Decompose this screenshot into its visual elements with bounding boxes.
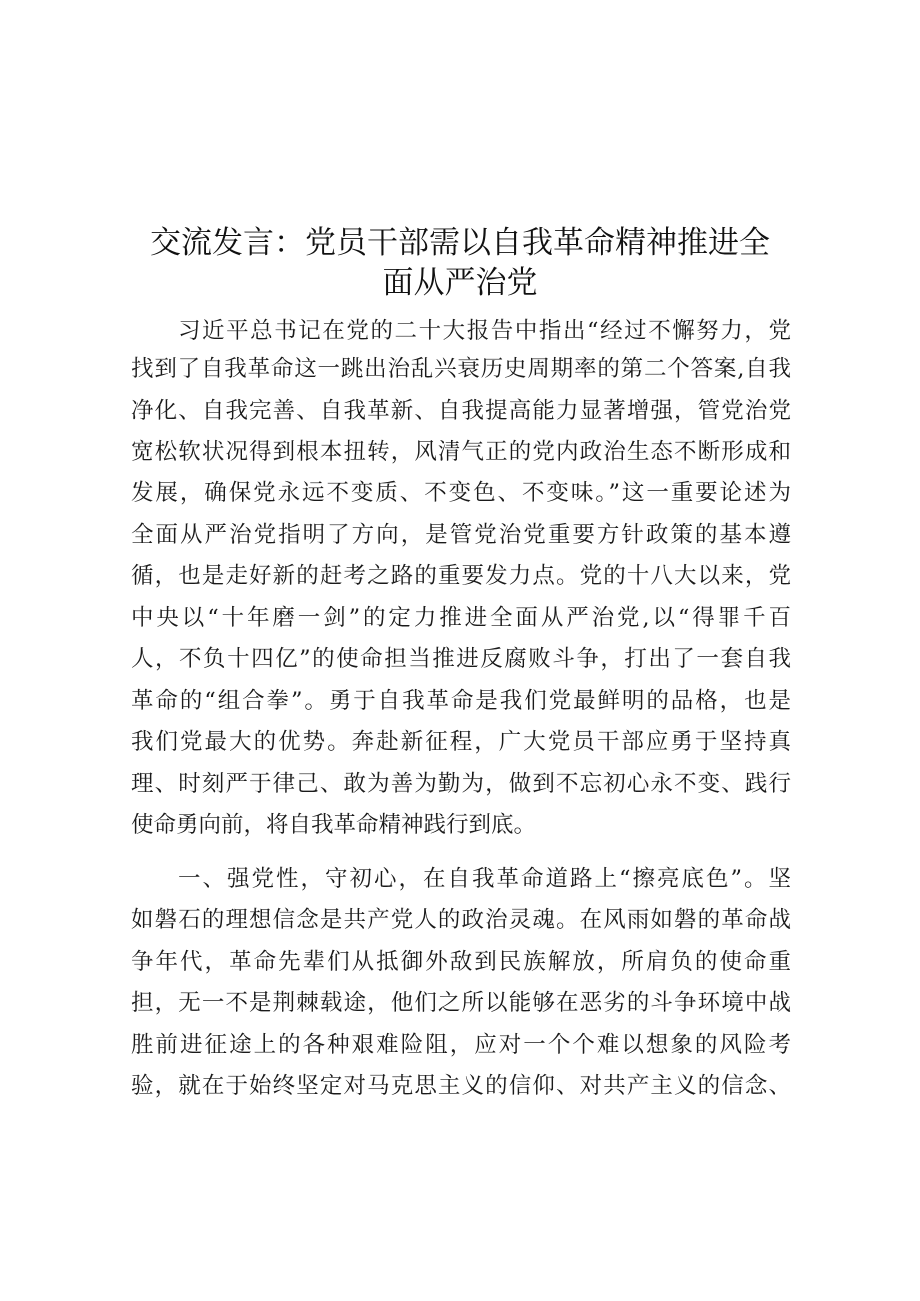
paragraph-line: 担，无一不是荆棘载途，他们之所以能够在恶劣的斗争环境中战 [131, 990, 791, 1016]
paragraph-line: 循，也是走好新的赶考之路的重要发力点。党的十八大以来，党 [131, 563, 791, 589]
paragraph-line: 习近平总书记在党的二十大报告中指出“经过不懈努力，党 [178, 318, 791, 344]
document-title-line-1: 交流发言：党员干部需以自我革命精神推进全 [150, 225, 770, 261]
paragraph-line: 净化、自我完善、自我革新、自我提高能力显著增强，管党治党 [131, 398, 791, 424]
paragraph-line: 全面从严治党指明了方向，是管党治党重要方针政策的基本遵 [131, 522, 791, 548]
paragraph-line: 一、强党性，守初心，在自我革命道路上“擦亮底色”。坚 [178, 866, 791, 892]
paragraph-line: 理、时刻严于律己、敢为善为勤为，做到不忘初心永不变、践行 [131, 771, 791, 797]
paragraph-line: 争年代，革命先辈们从抵御外敌到民族解放，所肩负的使命重 [131, 949, 791, 975]
paragraph-line: 我们党最大的优势。奔赴新征程，广大党员干部应勇于坚持真 [131, 729, 791, 755]
paragraph-line: 验，就在于始终坚定对马克思主义的信仰、对共产主义的信念、 [131, 1073, 791, 1099]
paragraph-line: 胜前进征途上的各种艰难险阻，应对一个个难以想象的风险考 [131, 1032, 791, 1058]
paragraph-line: 发展，确保党永远不变质、不变色、不变味。”这一重要论述为 [131, 480, 791, 506]
paragraph-line: 中央以“十年磨一剑”的定力推进全面从严治党,以“得罪千百 [131, 605, 791, 631]
paragraph-line: 人，不负十四亿”的使命担当推进反腐败斗争，打出了一套自我 [131, 646, 791, 672]
paragraph-line: 使命勇向前，将自我革命精神践行到底。 [131, 812, 537, 838]
paragraph-line: 革命的“组合拳”。勇于自我革命是我们党最鲜明的品格，也是 [131, 688, 791, 714]
paragraph-line: 宽松软状况得到根本扭转，风清气正的党内政治生态不断形成和 [131, 439, 791, 465]
paragraph-line: 如磐石的理想信念是共产党人的政治灵魂。在风雨如磐的革命战 [131, 907, 791, 933]
paragraph-line: 找到了自我革命这一跳出治乱兴衰历史周期率的第二个答案,自我 [131, 356, 791, 382]
document-title-line-2: 面从严治党 [382, 265, 538, 301]
